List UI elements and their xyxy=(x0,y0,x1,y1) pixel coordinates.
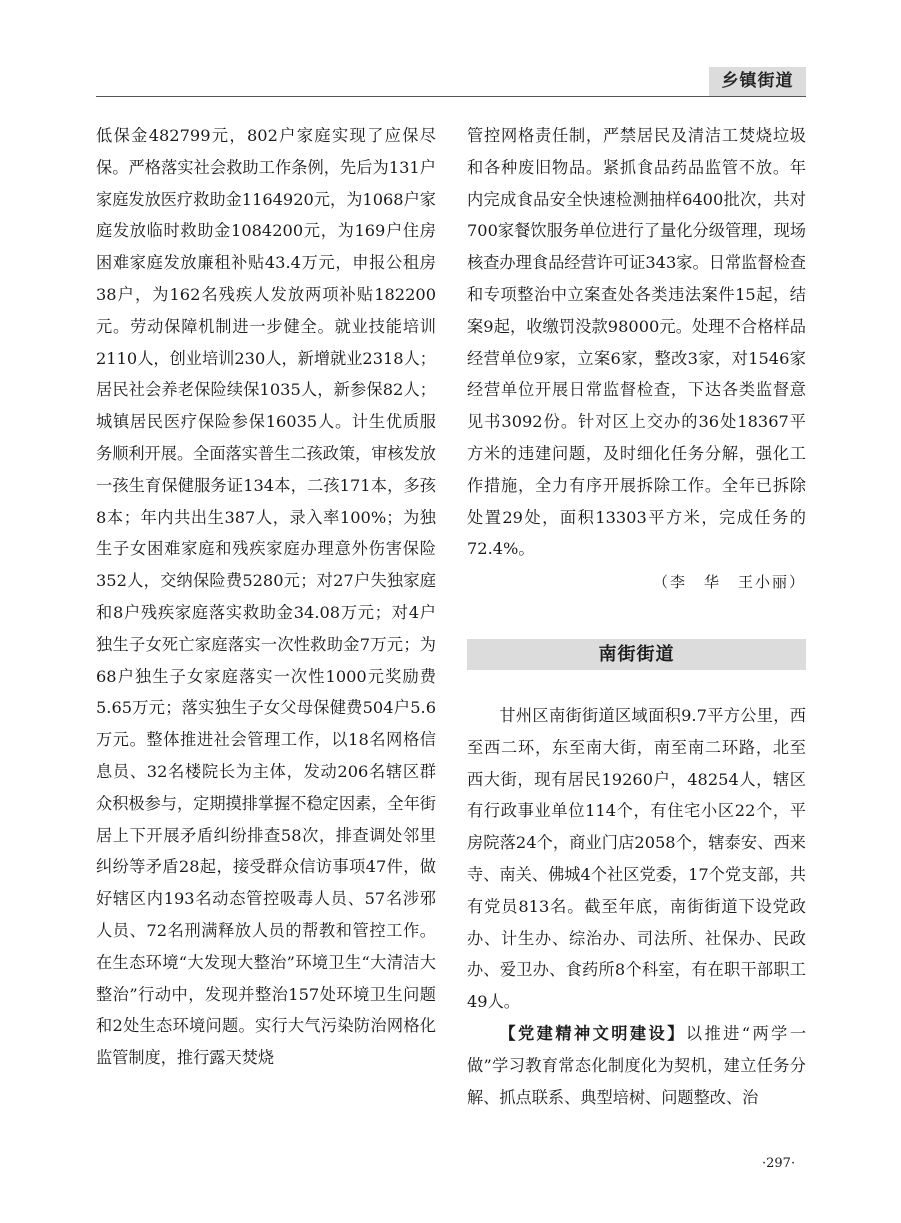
subsection-paragraph xyxy=(467,1018,806,1113)
subsection-text: 以推进“两学一做”学习教育常态化制度化为契机，建立任务分解、抓点联系、典型培树、问题整改、治 xyxy=(467,1023,807,1107)
right-column xyxy=(467,120,806,1113)
intro-paragraph: 甘州区南街街道区域面积9.7平方公里，西至西二环，东至南大街，南至南二环路，北至西大街，现有居民19260户，48254人，辖区有行政事业单位114个，有住宅小区22个，平房院落24个，商业门店2058个，辖泰安、西来寺、南关、佛城4个社区党委，17个党支部，共有党员813名。截至年底，南街街道下设党政办、计生办、综治办、司法所、社保办、民政办、爱卫办、食药所8个科室，有在职干部职工49人。 xyxy=(467,705,806,1012)
section-heading: 南街街道 xyxy=(467,639,806,670)
left-paragraph: 低保金482799元，802户家庭实现了应保尽保。严格落实社会救助工作条例，先后为131户家庭发放医疗救助金1164920元，为1068户家庭发放临时救助金1084200元，为169户住房困难家庭发放廉租补贴43.4万元，申报公租房38户，为162名残疾人发放两项补贴182200元。劳动保障机制进一步健全。就业技能培训2110人，创业培训230人，新增就业2318人；居民社会养老保险续保1035人，新参保82人；城镇居民医疗保险参保16035人。计生优质服务顺利开展。全面落实普生二孩政策，审核发放一孩生育保健服务证134本，二孩171本，多孩8本；年内共出生387人，录入率100%；为独生子女困难家庭和残疾家庭办理意外伤害保险352人，交纳保险费5280元；对27户失独家庭和8户残疾家庭落实救助金34.08万元；对4户独生子女死亡家庭落实一次性救助金7万元；为68户独生子女家庭落实一次性1000元奖励费5.65万元；落实独生子女父母保健费504户5.6万元。整体推进社会管理工作，以18名网格信息员、32名楼院长为主体，发动206名辖区群众积极参与，定期摸排掌握不稳定因素，全年街居上下开展矛盾纠纷排查58次，排查调处邻里纠纷等矛盾28起，接受群众信访事项47件，做好辖区内193名动态管控吸毒人员、57名涉邪人员、72名刑满释放人员的帮教和管控工作。在生态环境“大发现大整治”环境卫生“大清洁大整治”行动中，发现并整治157处环境卫生问题和2处生态环境问题。实行大气污染防治网格化监管制度，推行露天焚烧 xyxy=(96,126,436,1068)
header-rule xyxy=(96,96,806,97)
page-number: ·297· xyxy=(762,1156,796,1171)
right-continued-paragraph: 管控网格责任制，严禁居民及清洁工焚烧垃圾和各种废旧物品。紧抓食品药品监管不放。年内完成食品安全快速检测抽样6400批次，共对700家餐饮服务单位进行了量化分级管理，现场核查办理食品经营许可证343家。日常监督检查和专项整治中立案查处各类违法案件15起，结案9起，收缴罚没款98000元。处理不合格样品经营单位9家，立案6家，整改3家，对1546家经营单位开展日常监督检查，下达各类监督意见书3092份。针对区上交办的36处18367平方米的违建问题，及时细化任务分解，强化工作措施，全力有序开展拆除工作。全年已拆除处置29处，面积13303平方米，完成任务的72.4%。 xyxy=(467,126,806,559)
author-line: （李 华 王小丽） xyxy=(652,573,806,592)
subsection-label: 【党建精神文明建设】 xyxy=(499,1023,686,1043)
left-column xyxy=(96,120,436,1074)
section-title-tab: 乡镇街道 xyxy=(709,67,806,96)
